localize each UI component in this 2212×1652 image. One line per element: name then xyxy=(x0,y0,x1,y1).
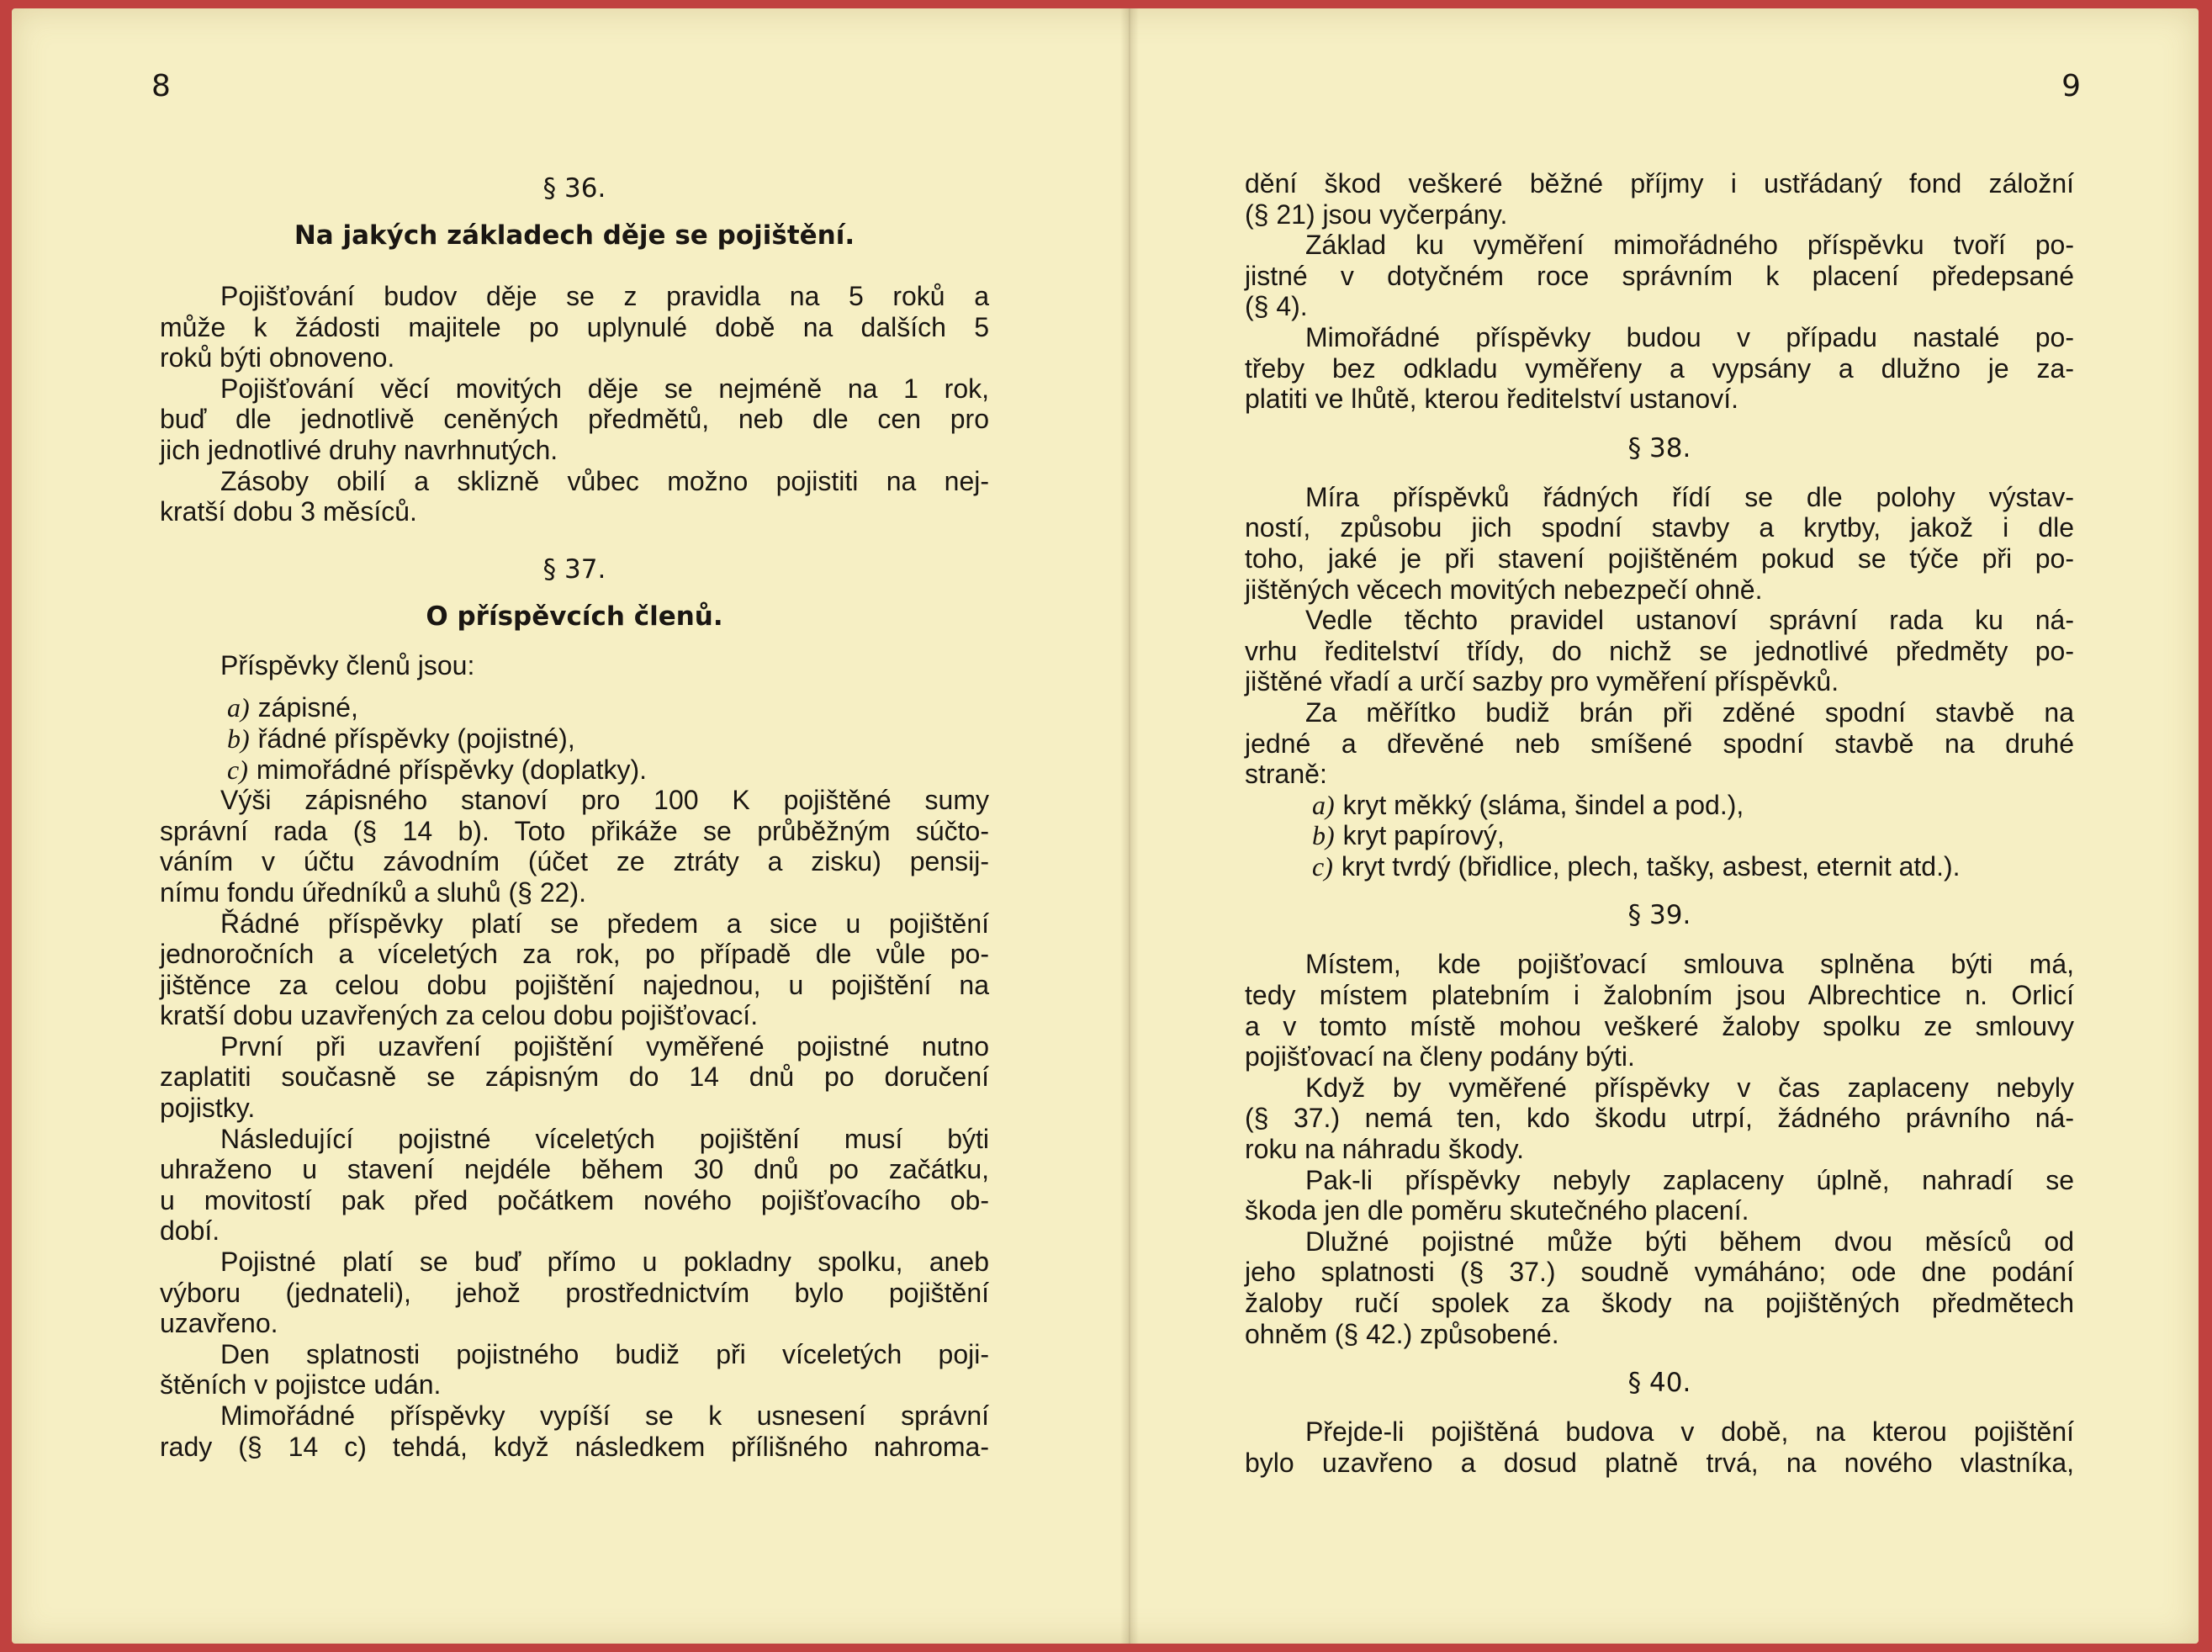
text-line: uzavřeno. xyxy=(160,1308,278,1339)
text-line: správní rada (§ 14 b). Toto přikáže se průběžným súčto- xyxy=(160,815,989,846)
section-heading: O příspěvcích členů. xyxy=(426,601,723,632)
text-line: výboru (jednateli), jehož prostřednictvím bylo pojištění xyxy=(160,1277,989,1308)
list-item: c) kryt tvrdý (břidlice, plech, tašky, asbest, eternit atd.). xyxy=(1312,850,1961,882)
list-item: a) zápisné, xyxy=(227,692,358,723)
text-line: může k žádosti majitele po uplynulé době na dalších 5 xyxy=(160,311,989,342)
text-line: třeby bez odkladu vyměřeny a vypsány a dlužno je za- xyxy=(1245,352,2074,384)
text-line: Pak-li příspěvky nebyly zaplaceny úplně, nahradí se xyxy=(1305,1164,2074,1195)
text-line: kratší dobu uzavřených za celou dobu pojišťovací. xyxy=(160,1000,759,1031)
text-line: roku na náhradu škody. xyxy=(1245,1134,1525,1165)
list-item: c) mimořádné příspěvky (doplatky). xyxy=(227,754,648,785)
section-number: § 36. xyxy=(542,173,606,204)
text-line: rady (§ 14 c) tehdá, když následkem přílišného nahroma- xyxy=(160,1431,989,1462)
section-number: § 37. xyxy=(542,553,606,585)
book-spread xyxy=(12,8,2199,1644)
text-line: Mimořádné příspěvky budou v případu nastalé po- xyxy=(1305,321,2074,352)
text-line: zaplatiti současně se zápisným do 14 dnů po doručení xyxy=(160,1062,989,1093)
text-line: váním v účtu závodním (účet ze ztráty a zisku) pensij- xyxy=(160,846,989,877)
text-line: jištěných věcech movitých nebezpečí ohně. xyxy=(1245,574,1763,605)
text-line: Pojišťování věcí movitých děje se nejméně na 1 rok, xyxy=(220,373,989,404)
text-line: jedné a dřevěné neb smíšené spodní stavbě na druhé xyxy=(1245,728,2074,759)
page-number: 9 xyxy=(2061,69,2081,103)
text-line: jistné v dotyčném roce správním k placení předepsané xyxy=(1245,260,2074,291)
text-line: roků býti obnoveno. xyxy=(160,342,395,373)
text-line: bylo uzavřeno a dosud platně trvá, na nového vlastníka, xyxy=(1245,1447,2074,1478)
section-number: § 40. xyxy=(1627,1368,1691,1399)
list-item: b) kryt papírový, xyxy=(1312,820,1505,851)
text-line: Příspěvky členů jsou: xyxy=(220,649,475,680)
text-line: jištěnce za celou dobu pojištění najednou, u pojištění na xyxy=(160,969,989,1000)
text-line: jich jednotlivé druhy navrhnutých. xyxy=(160,434,558,465)
text-line: Míra příspěvků řádných řídí se dle polohy výstav- xyxy=(1305,481,2074,512)
text-line: Když by vyměřené příspěvky v čas zaplaceny nebyly xyxy=(1305,1072,2074,1103)
text-line: Přejde-li pojištěná budova v době, na kterou pojištění xyxy=(1305,1416,2074,1448)
list-item: a) kryt měkký (sláma, šindel a pod.), xyxy=(1312,789,1744,820)
text-line: buď dle jednotlivě ceněných předmětů, neb dle cen pro xyxy=(160,404,989,435)
text-line: (§ 21) jsou vyčerpány. xyxy=(1245,199,1508,230)
text-line: Zásoby obilí a sklizně vůbec možno pojistiti na nej- xyxy=(220,465,989,496)
page-number: 8 xyxy=(151,69,171,103)
text-line: (§ 37.) nemá ten, kdo škodu utrpí, žádného právního ná- xyxy=(1245,1103,2074,1134)
text-line: u movitostí pak před počátkem nového pojišťovacího ob- xyxy=(160,1184,989,1215)
text-line: straně: xyxy=(1245,759,1327,790)
text-line: Pojišťování budov děje se z pravidla na 5 roků a xyxy=(220,281,989,311)
text-line: (§ 4). xyxy=(1245,291,1308,322)
text-line: škoda jen dle poměru skutečného placení. xyxy=(1245,1195,1749,1226)
text-line: dobí. xyxy=(160,1215,220,1247)
text-line: jednoročních a víceletých za rok, po případě dle vůle po- xyxy=(160,939,989,970)
text-line: toho, jaké je při stavení pojištěném pokud se týče při po- xyxy=(1245,543,2074,574)
text-line: Vedle těchto pravidel ustanoví správní rada ku ná- xyxy=(1305,605,2074,636)
book-gutter xyxy=(1120,8,1139,1644)
text-line: pojistky. xyxy=(160,1093,256,1124)
text-line: kratší dobu 3 měsíců. xyxy=(160,496,417,527)
section-number: § 38. xyxy=(1627,432,1691,463)
right-page xyxy=(1245,8,2081,1644)
section-number: § 39. xyxy=(1627,900,1691,931)
text-line: žaloby ručí spolek za škody na pojištěných předmětech xyxy=(1245,1288,2074,1318)
text-line: vrhu ředitelství třídy, do nichž se jednotlivé předměty po- xyxy=(1245,635,2074,666)
text-line: jeho splatnosti (§ 37.) soudně vymáháno; ode dne podání xyxy=(1245,1257,2074,1288)
left-page xyxy=(151,8,989,1644)
text-line: ohněm (§ 42.) způsobené. xyxy=(1245,1318,1559,1349)
list-item: b) řádné příspěvky (pojistné), xyxy=(227,723,575,754)
text-line: dění škod veškeré běžné příjmy i ustřádaný fond záložní xyxy=(1245,168,2074,199)
text-line: Dlužné pojistné může býti během dvou měsíců od xyxy=(1305,1226,2074,1257)
text-line: a v tomto místě mohou veškeré žaloby spolku ze smlouvy xyxy=(1245,1010,2074,1041)
text-line: pojišťovací na členy podány býti. xyxy=(1245,1041,1635,1072)
text-line: První při uzavření pojištění vyměřené pojistné nutno xyxy=(220,1030,989,1062)
right-page-content xyxy=(1245,168,2074,1478)
text-line: ností, způsobu jich spodní stavby a krytby, jakož i dle xyxy=(1245,512,2074,543)
text-line: Místem, kde pojišťovací smlouva splněna býti má, xyxy=(1305,949,2074,980)
text-line: jištěné vřadí a určí sazby pro vyměření příspěvků. xyxy=(1245,666,1839,697)
text-line: Základ ku vyměření mimořádného příspěvku tvoří po- xyxy=(1305,230,2074,261)
text-line: Za měřítko budiž brán při zděné spodní stavbě na xyxy=(1305,696,2074,728)
text-line: nímu fondu úředníků a sluhů (§ 22). xyxy=(160,876,586,908)
text-line: Den splatnosti pojistného budiž při víceletých poji- xyxy=(220,1338,989,1369)
text-line: uhraženo u stavení nejdéle během 30 dnů po začátku, xyxy=(160,1154,989,1185)
text-line: tedy místem platebním i žalobním jsou Albrechtice n. Orlicí xyxy=(1245,980,2074,1011)
text-line: Pojistné platí se buď přímo u pokladny spolku, aneb xyxy=(220,1247,989,1278)
text-line: Výši zápisného stanoví pro 100 K pojištěné sumy xyxy=(220,785,989,816)
text-line: štěních v pojistce udán. xyxy=(160,1369,442,1400)
left-page-content xyxy=(160,167,989,1462)
text-line: Řádné příspěvky platí se předem a sice u pojištění xyxy=(220,908,989,939)
text-line: Mimořádné příspěvky vypíší se k usnesení správní xyxy=(220,1400,989,1431)
text-line: platiti ve lhůtě, kterou ředitelství ustanoví. xyxy=(1245,384,1738,415)
text-line: Následující pojistné víceletých pojištění musí býti xyxy=(220,1123,989,1154)
section-heading: Na jakých základech děje se pojištění. xyxy=(294,220,855,251)
